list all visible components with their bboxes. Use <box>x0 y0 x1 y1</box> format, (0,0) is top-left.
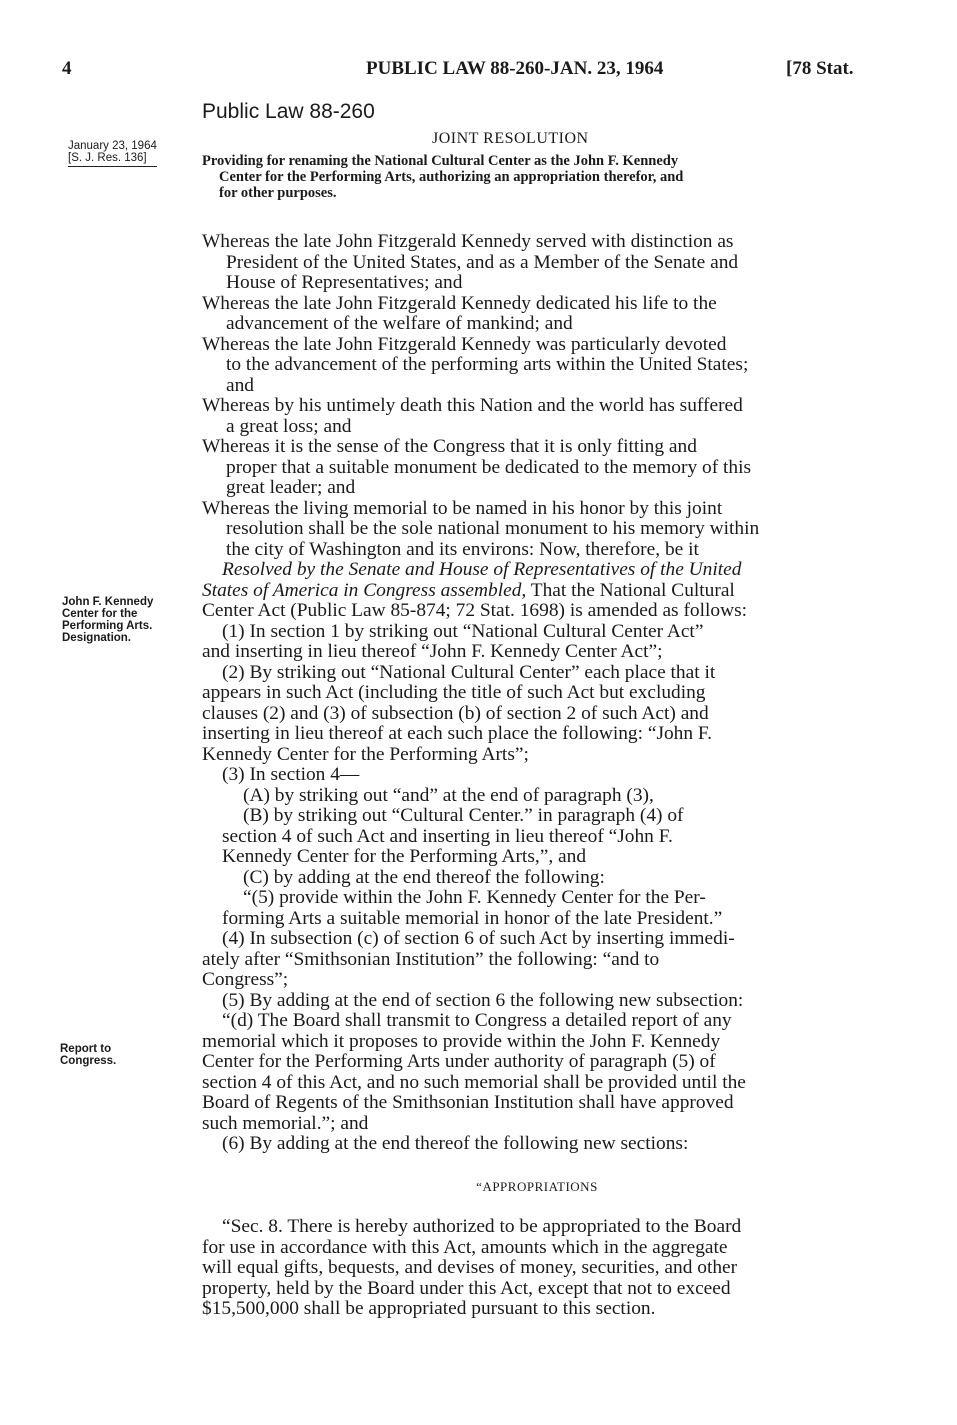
amendments <box>202 622 872 1155</box>
amendment-line: (4) In subsection (c) of section 6 of such Act by inserting immedi- <box>222 928 735 949</box>
sidenote-line: Performing Arts. <box>62 620 153 632</box>
enacting-italic: States of America in Congress assembled, <box>202 579 527 601</box>
sidenote-line: Report to <box>60 1043 112 1055</box>
enacting-line: Resolved by the Senate and House of Representatives of the United <box>222 559 742 580</box>
purpose-line: for other purposes. <box>219 185 337 201</box>
amendment-line: Kennedy Center for the Performing Arts,”, and <box>222 846 587 867</box>
whereas-line: Whereas the late John Fitzgerald Kennedy was particularly devoted <box>202 333 727 355</box>
running-title: PUBLIC LAW 88-260-JAN. 23, 1964 <box>366 58 664 79</box>
amendment-line: (1) In section 1 by striking out “National Cultural Center Act” <box>222 620 704 642</box>
sidenote-line: John F. Kennedy <box>62 596 154 608</box>
section-8 <box>202 1217 872 1320</box>
amendment-line: (2) By striking out “National Cultural Center” each place that it <box>222 661 716 683</box>
report-sidenote <box>60 1043 116 1067</box>
amendment-line: section 4 of this Act, and no such memorial shall be provided until the <box>202 1071 746 1093</box>
page-number: 4 <box>62 58 72 79</box>
sidenote-line: January 23, 1964 <box>68 140 157 152</box>
date-sidenote <box>68 140 157 167</box>
purpose-line: Providing for renaming the National Cultural Center as the John F. Kennedy <box>202 153 679 169</box>
section-line: “Sec. 8. There is hereby authorized to be appropriated to the Board <box>222 1216 742 1237</box>
whereas-clauses <box>202 232 872 560</box>
whereas-line: Whereas the living memorial to be named in his honor by this joint <box>202 497 723 519</box>
amendment-line: section 4 of such Act and inserting in lieu thereof “John F. <box>222 825 673 847</box>
amendment-line: Congress”; <box>202 969 289 990</box>
section-line: property, held by the Board under this Act, except that not to exceed <box>202 1277 731 1299</box>
whereas-line: President of the United States, and as a Member of the Senate and <box>226 251 739 273</box>
whereas-line: a great loss; and <box>226 415 352 437</box>
whereas-line: to the advancement of the performing arts within the United States; <box>226 354 749 375</box>
whereas-line: and <box>226 374 254 396</box>
amendment-line: inserting in lieu thereof at each such place the following: “John F. <box>202 723 712 744</box>
amendment-line: (5) By adding at the end of section 6 the following new subsection: <box>222 989 744 1011</box>
appropriations-heading: “APPROPRIATIONS <box>476 1178 598 1194</box>
amendment-line: appears in such Act (including the title of such Act but excluding <box>202 682 706 703</box>
resolution-heading: JOINT RESOLUTION <box>432 130 589 147</box>
whereas-line: proper that a suitable monument be dedicated to the memory of this <box>226 456 752 478</box>
whereas-line: Whereas the late John Fitzgerald Kennedy served with distinction as <box>202 231 734 252</box>
whereas-line: Whereas the late John Fitzgerald Kennedy dedicated his life to the <box>202 292 717 314</box>
amendment-line: “(5) provide within the John F. Kennedy Center for the Per- <box>243 887 706 908</box>
amendment-line: such memorial.”; and <box>202 1112 369 1134</box>
amendment-line: ately after “Smithsonian Institution” the following: “and to <box>202 948 660 970</box>
amendment-line: Board of Regents of the Smithsonian Institution shall have approved <box>202 1092 734 1113</box>
enacting-line: Center Act (Public Law 85-874; 72 Stat. 1698) is amended as follows: <box>202 600 748 621</box>
enacting-text: That the National Cultural <box>526 579 735 601</box>
purpose-line: Center for the Performing Arts, authorizing an appropriation therefor, and <box>219 169 684 185</box>
resolution-body <box>202 232 872 1320</box>
whereas-line: advancement of the welfare of mankind; and <box>226 313 573 334</box>
purpose-clause <box>202 153 872 201</box>
section-line: will equal gifts, bequests, and devises of money, securities, and other <box>202 1257 738 1278</box>
amendment-line: (B) by striking out “Cultural Center.” in paragraph (4) of <box>243 805 684 826</box>
enacting-clause <box>202 560 872 622</box>
amendment-line: Kennedy Center for the Performing Arts”; <box>202 743 529 765</box>
whereas-line: Whereas it is the sense of the Congress that it is only fitting and <box>202 436 697 457</box>
amendment-line: memorial which it proposes to provide within the John F. Kennedy <box>202 1030 721 1052</box>
amendment-line: (C) by adding at the end thereof the following: <box>243 866 605 888</box>
enacting-line <box>202 581 872 602</box>
whereas-line: resolution shall be the sole national monument to his memory within <box>226 518 760 539</box>
amendment-line: Center for the Performing Arts under authority of paragraph (5) of <box>202 1051 716 1072</box>
sidenote-line: Center for the <box>62 608 138 620</box>
whereas-line: great leader; and <box>226 477 356 498</box>
law-title: Public Law 88-260 <box>202 100 375 123</box>
sidenote-line: Congress. <box>60 1055 117 1067</box>
amendment-line: (6) By adding at the end thereof the following new sections: <box>222 1133 689 1154</box>
amendment-line: and inserting in lieu thereof “John F. Kennedy Center Act”; <box>202 641 663 662</box>
section-line: for use in accordance with this Act, amounts which in the aggregate <box>202 1236 728 1258</box>
amendment-line: forming Arts a suitable memorial in honor of the late President.” <box>222 907 723 929</box>
amendment-line: clauses (2) and (3) of subsection (b) of section 2 of such Act) and <box>202 702 709 724</box>
whereas-line: House of Representatives; and <box>226 272 463 293</box>
amendment-line: “(d) The Board shall transmit to Congress a detailed report of any <box>222 1010 732 1031</box>
whereas-line: the city of Washington and its environs: Now, therefore, be it <box>226 538 699 560</box>
sidenote-line: Designation. <box>62 632 132 644</box>
sidenote-line: [S. J. Res. 136] <box>68 152 157 167</box>
section-line: $15,500,000 shall be appropriated pursuant to this section. <box>202 1298 656 1319</box>
amendment-line: (A) by striking out “and” at the end of paragraph (3), <box>243 784 654 806</box>
designation-sidenote <box>62 596 153 644</box>
amendment-line: (3) In section 4— <box>222 764 360 785</box>
statute-reference: [78 Stat. <box>786 58 854 79</box>
whereas-line: Whereas by his untimely death this Nation and the world has suffered <box>202 395 743 416</box>
